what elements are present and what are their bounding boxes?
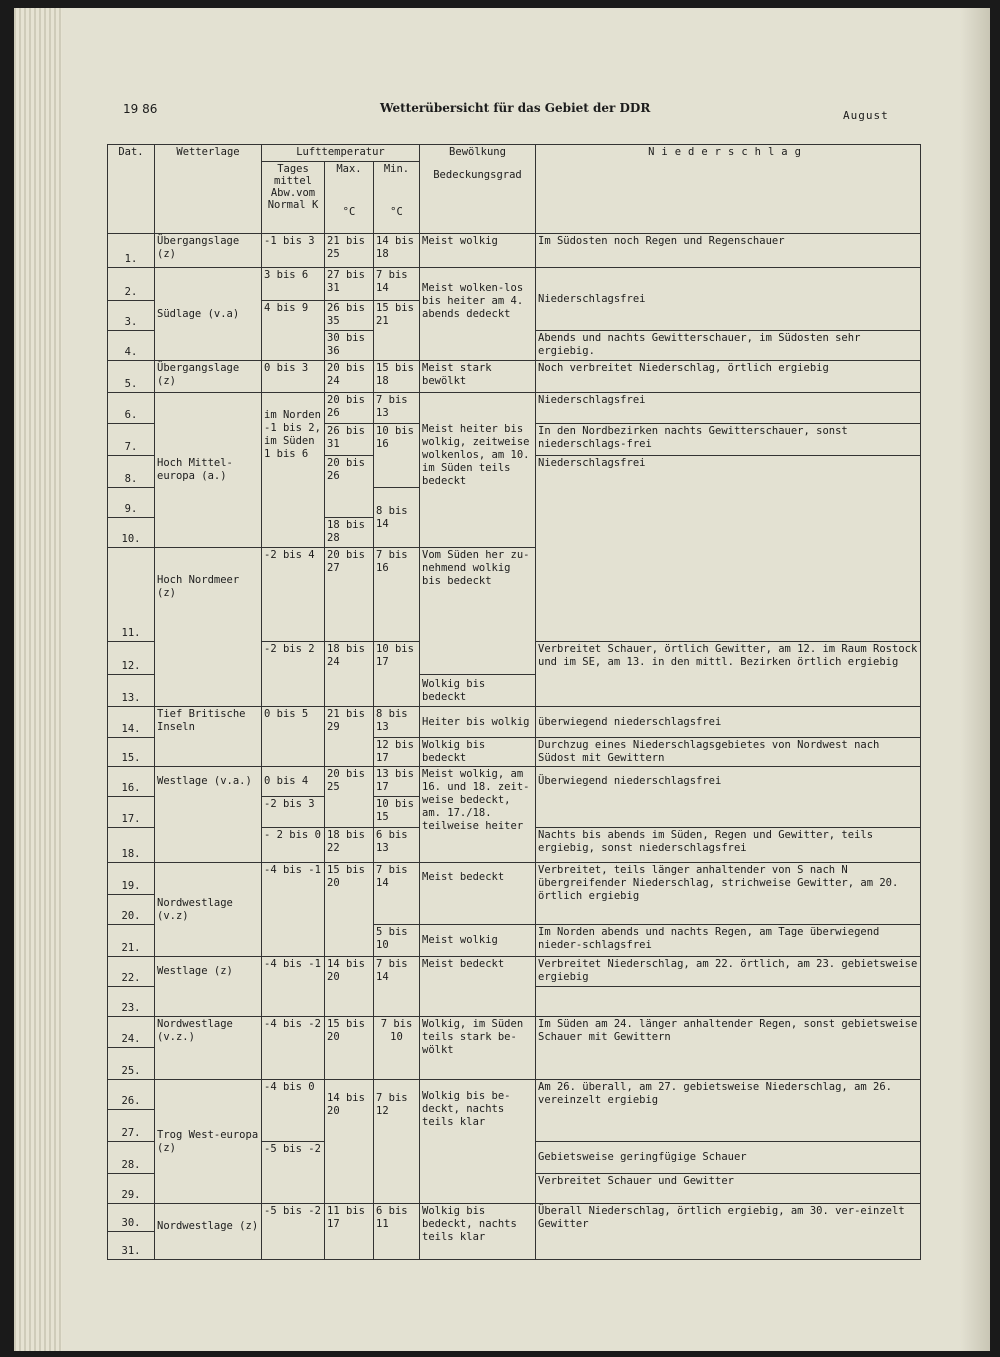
- mittel-cell: 4 bis 9: [262, 301, 325, 361]
- min-cell: 6 bis 11: [374, 1204, 420, 1260]
- max-cell: 14 bis 20: [325, 1080, 374, 1204]
- wetterlage-cell: Hoch Mittel-europa (a.): [155, 393, 262, 548]
- niederschlag-cell: Überall Niederschlag, örtlich ergiebig, am 30. ver-einzelt Gewitter: [536, 1204, 921, 1260]
- header-niederschlag: Niederschlag: [536, 145, 921, 234]
- max-cell: 15 bis 20: [325, 863, 374, 957]
- min-cell: 10 bis 17: [374, 642, 420, 707]
- mittel-cell: -2 bis 3: [262, 797, 325, 828]
- wetterlage-cell: Nordwestlage (v.z): [155, 863, 262, 957]
- max-cell: 26 bis 35: [325, 301, 374, 331]
- niederschlag-cell: Verbreitet Niederschlag, am 22. örtlich, am 23. gebietsweise ergiebig: [536, 957, 921, 987]
- min-cell: 7 bis 10: [374, 1017, 420, 1080]
- bewoelkung-cell: Meist wolkig: [420, 234, 536, 268]
- mittel-cell: 0 bis 4: [262, 767, 325, 797]
- binding-gutter: [14, 8, 62, 1351]
- day-cell: 28.: [108, 1142, 155, 1174]
- day-cell: 16.: [108, 767, 155, 797]
- bewoelkung-cell: Meist stark bewölkt: [420, 361, 536, 393]
- mittel-cell: -2 bis 4: [262, 548, 325, 642]
- min-cell: 10 bis 16: [374, 424, 420, 488]
- day-cell: 31.: [108, 1232, 155, 1260]
- niederschlag-cell: Verbreitet Schauer, örtlich Gewitter, am 12. im Raum Rostock und im SE, am 13. in den mittl. Bezirken örtlich ergiebig: [536, 642, 921, 707]
- header-min-unit: °C: [390, 206, 403, 218]
- niederschlag-cell: Abends und nachts Gewitterschauer, im Südosten sehr ergiebig.: [536, 331, 921, 361]
- bewoelkung-cell: Wolkig bis bedeckt: [420, 738, 536, 767]
- min-cell: 15 bis 21: [374, 301, 420, 361]
- mittel-cell: -4 bis -2: [262, 1017, 325, 1080]
- header-dat: Dat.: [108, 145, 155, 234]
- header-bewoelkung-label: Bewölkung: [449, 146, 506, 158]
- document-page: [14, 8, 990, 1351]
- min-cell: 8 bis 14: [374, 488, 420, 548]
- max-cell: 21 bis 25: [325, 234, 374, 268]
- max-cell: 11 bis 17: [325, 1204, 374, 1260]
- wetterlage-cell: Hoch Nordmeer (z): [155, 548, 262, 707]
- niederschlag-cell: Niederschlagsfrei: [536, 456, 921, 642]
- mittel-cell: -5 bis -2: [262, 1142, 325, 1204]
- max-cell: 15 bis 20: [325, 1017, 374, 1080]
- max-cell: 20 bis 26: [325, 456, 374, 518]
- bewoelkung-cell: Heiter bis wolkig: [420, 707, 536, 738]
- bewoelkung-cell: Wolkig, im Süden teils stark be-wölkt: [420, 1017, 536, 1080]
- day-cell: 25.: [108, 1048, 155, 1080]
- day-cell: 7.: [108, 424, 155, 456]
- niederschlag-cell: Überwiegend niederschlagsfrei: [536, 767, 921, 828]
- max-cell: 27 bis 31: [325, 268, 374, 301]
- niederschlag-cell: In den Nordbezirken nachts Gewitterschauer, sonst niederschlags-frei: [536, 424, 921, 456]
- day-cell: 3.: [108, 301, 155, 331]
- mittel-cell: -2 bis 2: [262, 642, 325, 707]
- day-cell: 30.: [108, 1204, 155, 1232]
- min-cell: 13 bis 17: [374, 767, 420, 797]
- bewoelkung-cell: Wolkig bis bedeckt, nachts teils klar: [420, 1204, 536, 1260]
- max-cell: 14 bis 20: [325, 957, 374, 1017]
- min-cell: 7 bis 14: [374, 863, 420, 925]
- header-min-label: Min.: [383, 163, 410, 175]
- year-label: 19 86: [123, 102, 158, 116]
- day-cell: 4.: [108, 331, 155, 361]
- day-cell: 20.: [108, 895, 155, 925]
- day-cell: 21.: [108, 925, 155, 957]
- page-edge-shadow: [960, 8, 990, 1351]
- day-cell: 12.: [108, 642, 155, 675]
- wetterlage-cell: Übergangslage (z): [155, 234, 262, 268]
- day-cell: 14.: [108, 707, 155, 738]
- min-cell: 5 bis 10: [374, 925, 420, 957]
- max-cell: 18 bis 28: [325, 518, 374, 548]
- bewoelkung-cell: Meist bedeckt: [420, 957, 536, 1017]
- page-title: Wetterübersicht für das Gebiet der DDR: [380, 101, 651, 115]
- niederschlag-cell: Im Norden abends und nachts Regen, am Tage überwiegend nieder-schlagsfrei: [536, 925, 921, 957]
- day-cell: 23.: [108, 987, 155, 1017]
- wetterlage-cell: Nordwestlage (z): [155, 1204, 262, 1260]
- day-cell: 10.: [108, 518, 155, 548]
- niederschlag-cell: Am 26. überall, am 27. gebietsweise Niederschlag, am 26. vereinzelt ergiebig: [536, 1080, 921, 1142]
- weather-table: [107, 144, 921, 1260]
- wetterlage-cell: Trog West-europa (z): [155, 1080, 262, 1204]
- niederschlag-cell: Nachts bis abends im Süden, Regen und Gewitter, teils ergiebig, sonst niederschlagsfrei: [536, 828, 921, 863]
- day-cell: 17.: [108, 797, 155, 828]
- header-min: [374, 162, 420, 234]
- niederschlag-cell: Noch verbreitet Niederschlag, örtlich ergiebig: [536, 361, 921, 393]
- day-cell: 1.: [108, 234, 155, 268]
- wetterlage-cell: Westlage (z): [155, 957, 262, 1017]
- min-cell: 7 bis 13: [374, 393, 420, 424]
- mittel-cell: -1 bis 3: [262, 234, 325, 268]
- min-cell: 14 bis 18: [374, 234, 420, 268]
- mittel-cell: -4 bis 0: [262, 1080, 325, 1142]
- day-cell: 11.: [108, 548, 155, 642]
- bewoelkung-cell: Vom Süden her zu-nehmend wolkig bis bedeckt: [420, 548, 536, 675]
- max-cell: 20 bis 25: [325, 767, 374, 828]
- bewoelkung-cell: Wolkig bis bedeckt: [420, 675, 536, 707]
- niederschlag-cell: überwiegend niederschlagsfrei: [536, 707, 921, 738]
- day-cell: 22.: [108, 957, 155, 987]
- min-cell: 7 bis 12: [374, 1080, 420, 1204]
- mittel-cell: 0 bis 5: [262, 707, 325, 767]
- wetterlage-cell: Tief Britische Inseln: [155, 707, 262, 767]
- day-cell: 29.: [108, 1174, 155, 1204]
- niederschlag-cell-empty: [536, 987, 921, 1017]
- max-cell: 18 bis 22: [325, 828, 374, 863]
- day-cell: 13.: [108, 675, 155, 707]
- bewoelkung-cell: Meist heiter bis wolkig, zeitweise wolkenlos, am 10. im Süden teils bedeckt: [420, 393, 536, 548]
- day-cell: 19.: [108, 863, 155, 895]
- day-cell: 9.: [108, 488, 155, 518]
- bewoelkung-cell: Meist wolken-los bis heiter am 4. abends dedeckt: [420, 268, 536, 361]
- day-cell: 18.: [108, 828, 155, 863]
- bewoelkung-cell: Meist wolkig: [420, 925, 536, 957]
- header-wetterlage: Wetterlage: [155, 145, 262, 234]
- day-cell: 8.: [108, 456, 155, 488]
- niederschlag-cell: Durchzug eines Niederschlagsgebietes von Nordwest nach Südost mit Gewittern: [536, 738, 921, 767]
- bewoelkung-cell: Meist bedeckt: [420, 863, 536, 925]
- max-cell: 20 bis 24: [325, 361, 374, 393]
- min-cell: 15 bis 18: [374, 361, 420, 393]
- wetterlage-cell: Westlage (v.a.): [155, 767, 262, 863]
- min-cell: 7 bis 14: [374, 957, 420, 1017]
- wetterlage-cell: Südlage (v.a): [155, 268, 262, 361]
- day-cell: 6.: [108, 393, 155, 424]
- header-max-unit: °C: [342, 206, 356, 218]
- min-cell: 7 bis 14: [374, 268, 420, 301]
- day-cell: 15.: [108, 738, 155, 767]
- niederschlag-cell: Niederschlagsfrei: [536, 393, 921, 424]
- mittel-cell: 3 bis 6: [262, 268, 325, 301]
- niederschlag-cell: Im Süden am 24. länger anhaltender Regen, sonst gebietsweise Schauer mit Gewittern: [536, 1017, 921, 1080]
- min-cell: 7 bis 16: [374, 548, 420, 642]
- day-cell: 2.: [108, 268, 155, 301]
- wetterlage-cell: Nordwestlage (v.z.): [155, 1017, 262, 1080]
- month-label: August: [843, 109, 889, 122]
- max-cell: 20 bis 26: [325, 393, 374, 424]
- header-max: [325, 162, 374, 234]
- max-cell: 26 bis 31: [325, 424, 374, 456]
- min-cell: 10 bis 15: [374, 797, 420, 828]
- day-cell: 26.: [108, 1080, 155, 1110]
- max-cell: 20 bis 27: [325, 548, 374, 642]
- niederschlag-cell: Gebietsweise geringfügige Schauer: [536, 1142, 921, 1174]
- max-cell: 30 bis 36: [325, 331, 374, 361]
- min-cell: 8 bis 13: [374, 707, 420, 738]
- bewoelkung-cell: Meist wolkig, am 16. und 18. zeit-weise bedeckt, am. 17./18. teilweise heiter: [420, 767, 536, 863]
- max-cell: 18 bis 24: [325, 642, 374, 707]
- min-cell: 6 bis 13: [374, 828, 420, 863]
- mittel-cell: -4 bis -1: [262, 863, 325, 957]
- header-tagesmittel: Tages mittel Abw.vom Normal K: [262, 162, 325, 234]
- mittel-cell: - 2 bis 0: [262, 828, 325, 863]
- mittel-cell: 0 bis 3: [262, 361, 325, 393]
- day-cell: 24.: [108, 1017, 155, 1048]
- max-cell: 21 bis 29: [325, 707, 374, 767]
- min-cell: 12 bis 17: [374, 738, 420, 767]
- bewoelkung-cell: Wolkig bis be-deckt, nachts teils klar: [420, 1080, 536, 1204]
- header-bedeckungsgrad-label: Bedeckungsgrad: [433, 169, 522, 181]
- niederschlag-cell: Im Südosten noch Regen und Regenschauer: [536, 234, 921, 268]
- niederschlag-cell: Verbreitet, teils länger anhaltender von S nach N übergreifender Niederschlag, strichweise Gewitter, am 20. örtlich ergiebig: [536, 863, 921, 925]
- niederschlag-cell: Niederschlagsfrei: [536, 268, 921, 331]
- header-bewoelkung: [420, 145, 536, 234]
- mittel-cell: im Norden -1 bis 2, im Süden 1 bis 6: [262, 393, 325, 548]
- wetterlage-cell: Übergangslage (z): [155, 361, 262, 393]
- day-cell: 5.: [108, 361, 155, 393]
- header-max-label: Max.: [336, 163, 362, 175]
- mittel-cell: -4 bis -1: [262, 957, 325, 1017]
- header-lufttemperatur: Lufttemperatur: [262, 145, 420, 162]
- niederschlag-cell: Verbreitet Schauer und Gewitter: [536, 1174, 921, 1204]
- day-cell: 27.: [108, 1110, 155, 1142]
- mittel-cell: -5 bis -2: [262, 1204, 325, 1260]
